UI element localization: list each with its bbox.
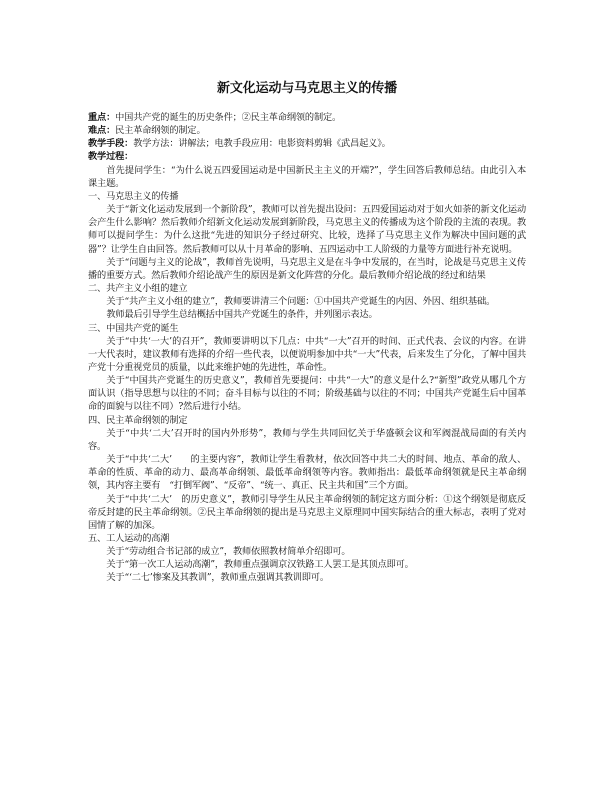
paragraph: 关于“共产主义小组的建立”，教师要讲清三个问题：①中国共产党诞生的内因、外因、组织基础。 [106,296,496,308]
meta-text: 中国共产党的诞生的历史条件；②民主革命纲领的制定。 [115,112,342,123]
meta-teaching-means [88,137,526,150]
meta-difficulty [88,124,526,137]
paragraph: 关于“问题与主义的论战”，教师首先说明，马克思主义是在斗争中发展的，在当时，论战是马克思主义传播的重要方式。然后教师介绍论战产生的原因是新文化阵营的分化。最后教师介绍论战的经过和结果 [88,256,526,281]
meta-key-points [88,111,526,124]
meta-teaching-process [88,150,526,163]
section-heading: 五、工人运动的高潮 [88,533,170,544]
paragraph: 关于“‘二七’惨案及其教训”，教师重点强调其教训即可。 [106,572,329,584]
intro-paragraph: 首先提问学生：“为什么说五四爱国运动是中国新民主主义的开端?”，学生回答后教师总结。由此引入本课主题。 [88,164,526,189]
section-heading: 三、中国共产党的诞生 [88,322,179,334]
meta-text: 教学方法：讲解法；电教手段应用：电影资料剪辑《武昌起义》。 [133,138,391,150]
paragraph: 关于“中国共产党诞生的历史意义”，教师首先要提问：中共“一大”的意义是什么?“新型”政党从哪几个方面认识（指导思想与以往的不同；奋斗目标与以往的不同；阶级基础与以往的不同；中国共产党诞生后中国革命的面貌与以往不同）?然后进行小结。 [88,375,526,413]
section-heading: 二、共产主义小组的建立 [88,283,188,295]
paragraph: 关于“劳动组合书记部的成立”，教师依照教材简单介绍即可。 [106,546,351,558]
meta-label: 难点： [88,125,116,137]
section-heading: 一、马克思主义的传播 [88,190,179,202]
paragraph: 关于“中共‘一大’的召开”，教师要讲明以下几点：中共“一大”召开的时间、正式代表、会议的内容。在讲一大代表时，建议教师有选择的介绍一些代表，以便说明参加中共“一大”代表，后来发生了分化，了解中国共产党十分重视党员的质量，以此来维护她的先进性，革命性。 [88,335,526,373]
meta-label: 教学手段： [88,138,134,150]
paragraph: 教师最后引导学生总结概括中国共产党诞生的条件，并列图示表达。 [106,309,378,321]
meta-label: 重点： [88,112,116,123]
paragraph: 关于“第一次工人运动高潮”，教师重点强调京汉铁路工人罢工是其顶点即可。 [106,559,414,571]
paragraph: 关于“中共‘二大’召开时的国内外形势”，教师与学生共同回忆关于华盛顿会议和军阀混战局面的有关内容。 [88,427,526,452]
meta-label: 教学过程： [88,151,134,163]
paragraph: 关于“中共‘二大’ 的历史意义”，教师引导学生从民主革命纲领的制定这方面分析：①这个纲领是彻底反帝反封建的民主革命纲领。②民主革命纲领的提出是马克思主义原理同中国实际结合的重大标志，表明了党对国情了解的加深。 [88,493,526,531]
paragraph: 关于“中共‘二大’ 的主要内容”，教师让学生看教材，依次回答中共二大的时间、地点、革命的敌人、革命的性质、革命的动力、最高革命纲领、最低革命纲领等内容。教师指出：最低革命纲领就是民主革命纲领，其内容主要有 “打倒军阀”、“反帝”、“统一、真正、民主共和国”三个方面。 [88,454,526,492]
section-heading: 四、民主革命纲领的制定 [88,414,188,426]
document-title: 新文化运动与马克思主义的传播 [217,81,397,96]
paragraph: 关于“新文化运动发展到一个新阶段”，教师可以首先提出设问：五四爱国运动对于如火如荼的新文化运动会产生什么影响？然后教师介绍新文化运动发展到新阶段，马克思主义的传播成为这个阶段的主流的表现。教师可以提问学生：为什么这批“先进的知识分子经过研究、比较，选择了马克思主义作为解决中国问题的武器”？让学生自由回答。然后教师可以从十月革命的影响、五四运动中工人阶级的力量等方面进行补充说明。 [88,204,526,255]
document-page [88,80,526,585]
meta-text: 民主革命纲领的制定。 [115,125,206,137]
